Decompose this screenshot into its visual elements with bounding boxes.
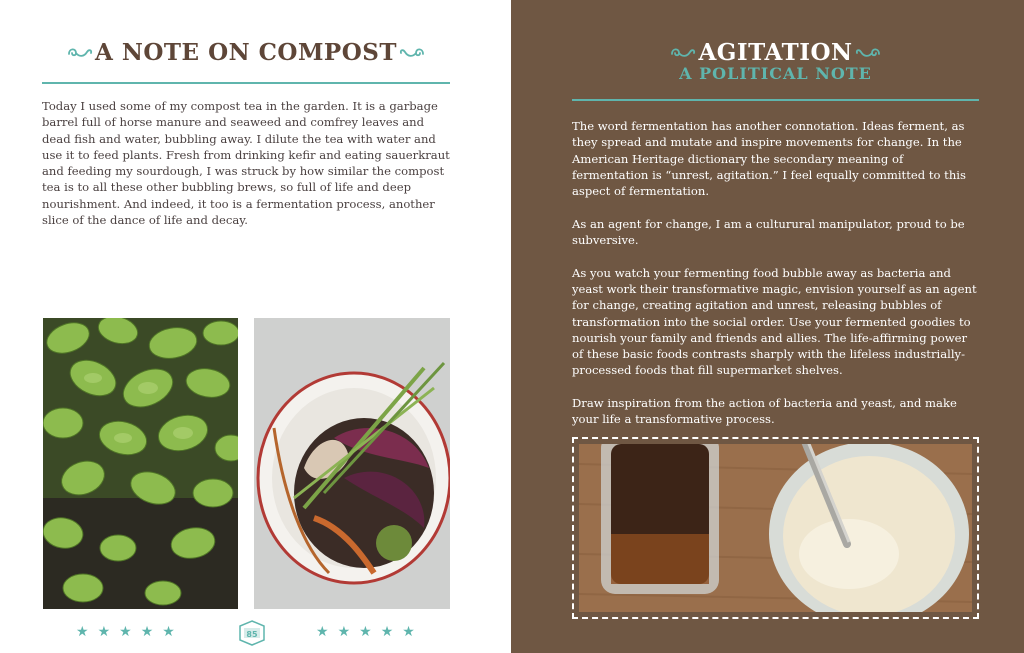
right-paragraph: Draw inspiration from the action of bacteria and yeast, and make your life a transformative process. bbox=[572, 396, 957, 427]
compost-bowl-photo bbox=[254, 318, 450, 609]
swirl-ornament-icon bbox=[670, 45, 696, 59]
right-paragraph: As an agent for change, I am a culturural manipulator, proud to be subversive. bbox=[572, 216, 965, 248]
left-body-text: Today I used some of my compost tea in the garden. It is a garbage barrel full of horse manure and seaweed and comfrey leaves and dead fish and water, bubbling away. I dilute the tea with water and use it to feed plants. Fresh from drinking kefir and eating sauerkraut and feeding my sourdough, I was struck by how similar the compost tea is to all these other bubbling brews, so full of life and deep nourishment. And indeed, it too is a fermentation process, another slice of the dance of life and decay. bbox=[42, 99, 450, 228]
left-heading-rule bbox=[42, 82, 450, 84]
right-paragraph: As you watch your fermenting food bubble away as bacteria and yeast work their transformative magic, envision yourself as an agent for change, creating agitation and unrest, releasing bubbles of transformation into the social order. Use your fermented goodies to nourish your family and friends and allies. The life-affirming power of these basic foods contrasts sharply with the lifeless industrially-processed foods that fill supermarket shelves. bbox=[572, 265, 977, 378]
left-page-title: A NOTE ON COMPOST bbox=[95, 38, 397, 66]
star-icon: ★ bbox=[119, 624, 132, 640]
page-badge-number: 85 bbox=[246, 630, 258, 639]
fermented-drinks-photo-frame bbox=[572, 437, 979, 619]
right-page-subtitle: A POLITICAL NOTE bbox=[679, 64, 872, 83]
star-icon: ★ bbox=[162, 624, 175, 640]
star-icon: ★ bbox=[380, 624, 394, 640]
star-icon: ★ bbox=[316, 624, 329, 640]
star-icon: ★ bbox=[402, 624, 415, 640]
star-icon: ★ bbox=[337, 624, 351, 640]
left-heading bbox=[42, 38, 450, 66]
star-icon: ★ bbox=[140, 624, 154, 640]
swirl-ornament-icon bbox=[855, 45, 881, 59]
fermented-drinks-photo bbox=[579, 444, 972, 612]
star-row-left bbox=[76, 625, 175, 639]
swirl-ornament-icon bbox=[399, 45, 425, 59]
right-paragraph: The word fermentation has another connotation. Ideas ferment, as they spread and mutate and inspire movements for change. In the American Heritage dictionary the secondary meaning of fermentation is “unrest, agitation.” I feel equally committed to this aspect of fermentation. bbox=[572, 119, 966, 199]
star-row-right bbox=[316, 625, 415, 639]
star-icon: ★ bbox=[76, 624, 89, 640]
page-badge-icon bbox=[238, 620, 266, 646]
right-heading-rule bbox=[572, 99, 979, 101]
right-page-title: AGITATION bbox=[698, 38, 853, 66]
right-heading bbox=[572, 38, 979, 66]
mint-plant-photo bbox=[43, 318, 238, 609]
swirl-ornament-icon bbox=[67, 45, 93, 59]
right-body-text bbox=[572, 118, 982, 444]
star-icon: ★ bbox=[359, 624, 372, 640]
star-icon: ★ bbox=[97, 624, 111, 640]
